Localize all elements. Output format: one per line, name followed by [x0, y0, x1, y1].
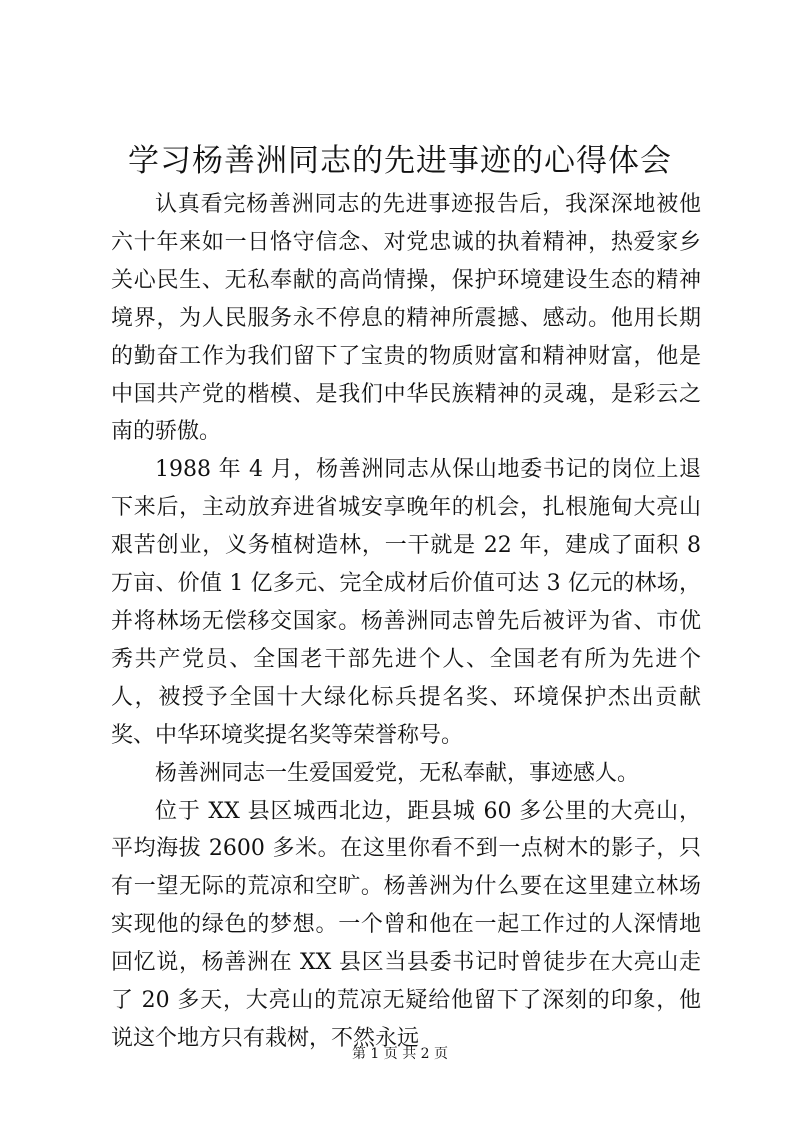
paragraph-1: 认真看完杨善洲同志的先进事迹报告后，我深深地被他六十年来如一日恪守信念、对党忠诚的执着精神，热爱家乡关心民生、无私奉献的高尚情操，保护环境建设生态的精神境界，为人民服务永不停息的精神所震撼、感动。他用长期的勤奋工作为我们留下了宝贵的物质财富和精神财富，他是中国共产党的楷模、是我们中华民族精神的灵魂，是彩云之南的骄傲。 [111, 192, 701, 445]
document-body [111, 186, 701, 1058]
paragraph-2: 1988 年 4 月，杨善洲同志从保山地委书记的岗位上退下来后，主动放弃进省城安享晚年的机会，扎根施甸大亮山艰苦创业，义务植树造林，一干就是 22 年，建成了面积 8 万亩、价值 1 亿多元、完全成材后价值可达 3 亿元的林场，并将林场无偿移交国家。杨善洲同志曾先后被评为省、市优秀共产党员、全国老干部先进个人、全国老有所为先进个人，被授予全国十大绿化标兵提名奖、环境保护杰出贡献奖、中华环境奖提名奖等荣誉称号。 [111, 457, 701, 748]
paragraph-4: 位于 XX 县区城西北边，距县城 60 多公里的大亮山，平均海拔 2600 多米。在这里你看不到一点树木的影子，只有一望无际的荒凉和空旷。杨善洲为什么要在这里建立林场实现他的绿色的梦想。一个曾和他在一起工作过的人深情地回忆说，杨善洲在 XX 县区当县委书记时曾徒步在大亮山走了 20 多天，大亮山的荒凉无疑给他留下了深刻的印象，他说这个地方只有栽树，不然永远 [111, 798, 701, 1051]
page-title: 学习杨善洲同志的先进事迹的心得体会 [128, 143, 672, 179]
page-footer: 第 1 页 共 2 页 [351, 1046, 449, 1062]
paragraph-3: 杨善洲同志一生爱国爱党，无私奉献，事迹感人。 [155, 760, 640, 786]
